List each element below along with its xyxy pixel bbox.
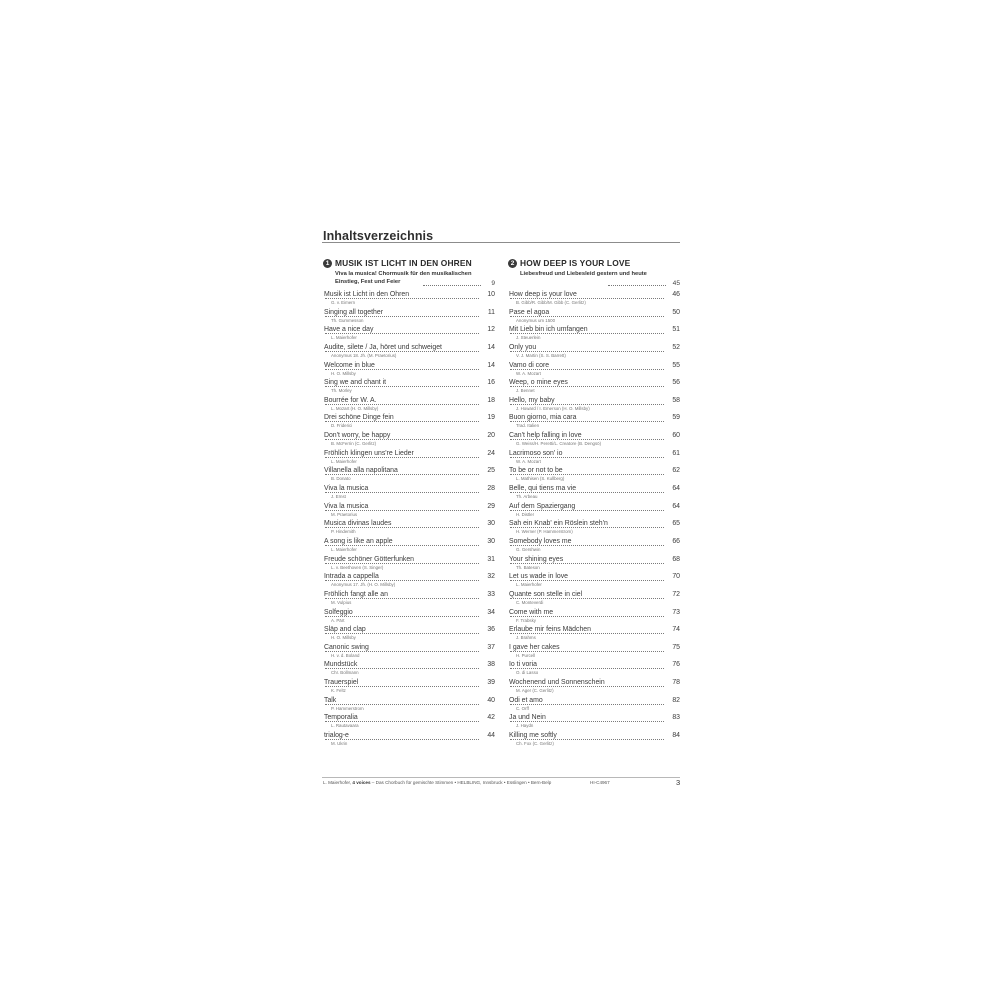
entry-composer: L. Maierhofer [516,582,542,588]
dot-leader [325,492,479,493]
dot-leader [510,333,664,334]
dot-leader [510,474,664,475]
entry-title: Buon giorno, mia cara [509,414,577,422]
entry-composer: L. Mathisen (S. Kullberg) [516,476,565,482]
entry-page-number: 56 [672,379,680,387]
entry-page-number: 19 [487,414,495,422]
dot-leader [510,721,664,722]
toc-entry [323,731,495,749]
entry-title: Hello, my baby [509,396,555,404]
entry-title: Trauerspiel [324,679,359,687]
entry-page-number: 73 [672,608,680,616]
section-heading [323,258,495,270]
entry-page-number: 10 [487,291,495,298]
entry-title: Mundstück [324,661,358,669]
entry-title: Musica divinas laudes [324,520,392,528]
entry-composer: L. Maierhofer [331,458,357,464]
entry-composer: W. A. Mozart [516,370,541,376]
entry-composer: J. Brahms [516,635,536,641]
toc-column-right [508,258,680,749]
dot-leader [510,563,664,564]
entry-title: Io ti voria [509,661,537,669]
toc-entry [323,713,495,731]
toc-entry [323,466,495,484]
dot-leader [325,351,479,352]
toc-entry [508,502,680,520]
entry-page-number: 44 [487,732,495,740]
entry-title: Pase el agoa [509,308,550,316]
entry-page-number: 82 [672,696,680,704]
toc-entry [508,555,680,573]
footer-author: L. Maierhofer, [323,780,352,785]
toc-title: Inhaltsverzeichnis [323,229,434,243]
dot-leader [325,739,479,740]
entry-composer: B. McFerrin (C. Gerlitz) [331,441,377,447]
entry-page-number: 29 [487,502,495,510]
dot-leader [510,457,664,458]
entry-composer: P. Hammerstrom [331,705,364,711]
entry-title: Drei schöne Dinge fein [324,414,394,422]
dot-leader [510,633,664,634]
dot-leader [325,527,479,528]
dot-leader [510,704,664,705]
entry-title: Talk [324,696,337,704]
entry-composer: M. Praetorius [331,511,358,517]
entry-page-number: 42 [487,714,495,722]
section-subtitle-page: 45 [672,280,680,287]
entry-title: Singing all together [324,308,383,316]
toc-entry [323,396,495,414]
toc-entry [508,519,680,537]
entry-page-number: 62 [672,467,680,475]
dot-leader [325,421,479,422]
entry-page-number: 31 [487,555,495,563]
toc-entry [508,696,680,714]
toc-entry [323,308,495,326]
toc-entry [508,413,680,431]
entry-page-number: 25 [487,467,495,475]
dot-leader [325,457,479,458]
entry-page-number: 84 [672,732,680,740]
section-title: HOW DEEP IS YOUR LOVE [520,258,631,268]
toc-entry [508,731,680,749]
dot-leader [325,439,479,440]
toc-entry [323,572,495,590]
entry-page-number: 74 [672,626,680,634]
dot-leader [325,404,479,405]
toc-entry [323,608,495,626]
toc-entry [323,590,495,608]
entry-composer: J. Bennet [516,388,535,394]
entry-composer: M. Vulpius [331,599,352,605]
toc-entry [323,484,495,502]
entry-composer: M. Ager (C. Gerlitz) [516,688,554,694]
entry-page-number: 55 [672,361,680,369]
dot-leader [325,333,479,334]
entry-list [508,290,680,749]
entry-page-number: 36 [487,626,495,634]
toc-entry [508,537,680,555]
entry-page-number: 83 [672,714,680,722]
entry-title: Don't worry, be happy [324,432,391,440]
entry-title: Canonic swing [324,643,369,651]
entry-title: Lacrimoso son' io [509,449,563,457]
toc-entry [508,378,680,396]
toc-entry [508,449,680,467]
entry-page-number: 75 [672,643,680,651]
toc-entry [508,308,680,326]
title-rule [322,242,680,243]
dot-leader [510,668,664,669]
dot-leader [510,439,664,440]
entry-page-number: 59 [672,414,680,422]
entry-title: Musik ist Licht in den Ohren [324,291,410,298]
toc-entry [323,378,495,396]
entry-composer: G. v. Eimern [331,300,356,305]
entry-page-number: 20 [487,432,495,440]
entry-page-number: 24 [487,449,495,457]
dot-leader [325,704,479,705]
dot-leader [325,316,479,317]
entry-page-number: 34 [487,608,495,616]
entry-title: Ja und Nein [509,714,546,722]
section-subtitle-text: Liebesfreud und Liebesleid gestern und heute [520,271,647,277]
dot-leader [325,721,479,722]
entry-page-number: 64 [672,502,680,510]
toc-entry [323,431,495,449]
entry-page-number: 76 [672,661,680,669]
entry-title: Mit Lieb bin ich umfangen [509,326,588,334]
entry-page-number: 65 [672,520,680,528]
entry-page-number: 64 [672,485,680,493]
entry-composer: H. Distler [516,511,535,517]
toc-entry [323,519,495,537]
entry-composer: J. Howard / I. Emerson (H. O. Millsby) [516,405,590,411]
entry-title: I gave her cakes [509,643,560,651]
dot-leader [510,686,664,687]
entry-composer: Anonymus um 1500 [516,317,556,323]
toc-entry [323,413,495,431]
entry-composer: F. Trabsky [516,617,537,623]
dot-leader [510,351,664,352]
entry-page-number: 58 [672,396,680,404]
dot-leader [510,616,664,617]
entry-composer: L. Rautavaara [331,723,359,729]
entry-page-number: 60 [672,432,680,440]
entry-composer: K. Feltz [331,688,346,694]
dot-leader [325,474,479,475]
toc-entry [508,590,680,608]
entry-title: Sah ein Knab' ein Röslein steh'n [509,520,608,528]
entry-page-number: 30 [487,537,495,545]
dot-leader [325,580,479,581]
entry-title: Your shining eyes [509,555,564,563]
entry-composer: H. Werner (P. Hammerstrom) [516,529,573,535]
toc-entry [323,290,495,308]
entry-composer: Th. Gummesson [331,317,364,323]
entry-composer: V. J. Martin (S. S. Barrett) [516,352,566,358]
entry-title: Let us wade in love [509,573,568,581]
entry-composer: P. Hindemith [331,529,356,535]
entry-composer: D. Friderici [331,423,353,429]
entry-page-number: 14 [487,343,495,351]
entry-composer: O. di Lasso [516,670,539,676]
dot-leader [325,369,479,370]
entry-page-number: 38 [487,661,495,669]
entry-composer: J. Ernst [331,494,346,500]
entry-page-number: 52 [672,343,680,351]
toc-entry [323,660,495,678]
entry-composer: L. Mozart (H. O. Millsby) [331,405,379,411]
entry-title: Odi et amo [509,696,543,704]
dot-leader [325,668,479,669]
dot-leader [510,404,664,405]
entry-composer: W. A. Mozart [516,458,541,464]
dot-leader [510,739,664,740]
entry-composer: G. Gershwin [516,546,541,552]
entry-title: Sing we and chant it [324,379,387,387]
entry-page-number: 72 [672,590,680,598]
toc-entry [323,643,495,661]
section-heading [508,258,680,270]
entry-title: trialog-e [324,732,349,740]
section-title: MUSIK IST LICHT IN DEN OHREN [335,258,472,268]
dot-leader [510,421,664,422]
entry-page-number: 16 [487,379,495,387]
entry-page-number: 32 [487,573,495,581]
entry-title: Belle, qui tiens ma vie [509,485,577,493]
entry-title: How deep is your love [509,291,577,298]
section-subtitle [323,270,495,290]
entry-composer: J. Steuerlein [516,335,541,341]
dot-leader [325,298,479,299]
toc-entry [508,343,680,361]
entry-page-number: 12 [487,326,495,334]
entry-page-number: 70 [672,573,680,581]
entry-title: Audite, silete / Ja, höret und schweiget [324,343,442,351]
entry-list [323,290,495,749]
dot-leader [510,298,664,299]
entry-composer: L. Maierhofer [331,335,357,341]
entry-title: A song is like an apple [324,537,393,545]
dot-leader [325,545,479,546]
section-number-badge: 1 [323,259,332,268]
entry-page-number: 18 [487,396,495,404]
entry-title: Viva la musica [324,485,369,493]
toc-entry [508,625,680,643]
toc-entry [323,696,495,714]
entry-title: Quante son stelle in ciel [509,590,583,598]
entry-composer: Chr. Bollmann [331,670,359,676]
dot-leader [608,285,666,286]
entry-title: Släp and clap [324,626,366,634]
dot-leader [325,563,479,564]
entry-title: To be or not to be [509,467,563,475]
entry-title: Bourrée for W. A. [324,396,377,404]
dot-leader [423,285,481,286]
toc-entry [508,608,680,626]
entry-composer: L. v. Beethoven (S. Singer) [331,564,384,570]
entry-composer: Th. Bateson [516,564,540,570]
toc-entry [508,431,680,449]
footer-credit [323,780,551,785]
toc-entry [508,678,680,696]
entry-composer: Th. Morley [331,388,352,394]
dot-leader [325,686,479,687]
page-number: 3 [676,778,681,787]
entry-title: Welcome in blue [324,361,375,369]
entry-composer: L. Maierhofer [331,546,357,552]
entry-title: Only you [509,343,537,351]
entry-title: Temporalia [324,714,358,722]
entry-page-number: 46 [672,291,680,298]
toc-entry [323,678,495,696]
toc-entry [323,625,495,643]
entry-title: Wochenend und Sonnenschein [509,679,605,687]
entry-title: Viva la musica [324,502,369,510]
entry-page-number: 11 [487,308,495,316]
section-subtitle-page: 9 [491,280,495,287]
entry-composer: Th. Arbeau [516,494,538,500]
entry-page-number: 51 [672,326,680,334]
dot-leader [325,633,479,634]
footer-rule [322,777,680,778]
entry-title: Killing me softly [509,732,557,740]
entry-page-number: 30 [487,520,495,528]
section-number-badge: 2 [508,259,517,268]
entry-composer: C. Orff [516,705,529,711]
entry-title: Intrada a cappella [324,573,379,581]
entry-title: Somebody loves me [509,537,572,545]
entry-composer: C. Monteverdi [516,599,544,605]
toc-column-left [323,258,495,749]
toc-entry [508,290,680,308]
toc-entry [323,449,495,467]
entry-page-number: 40 [487,696,495,704]
dot-leader [325,386,479,387]
toc-entry [323,537,495,555]
entry-composer: B. Gibb/R. Gibb/M. Gibb (C. Gerlitz) [516,300,586,305]
entry-title: Fröhlich fangt alle an [324,590,388,598]
entry-composer: J. Haydn [516,723,534,729]
entry-composer: Anonymus 18. Jh. (M. Praetorius) [331,352,397,358]
toc-entry [323,343,495,361]
entry-page-number: 61 [672,449,680,457]
toc-entry [508,466,680,484]
entry-title: Can't help falling in love [509,432,582,440]
entry-composer: H. Purcell [516,652,536,658]
entry-title: Weep, o mine eyes [509,379,568,387]
entry-page-number: 33 [487,590,495,598]
entry-title: Villanella alla napolitana [324,467,398,475]
entry-page-number: 28 [487,485,495,493]
entry-composer: A. Pärt [331,617,345,623]
entry-composer: Trad. Italien [516,423,540,429]
entry-page-number: 14 [487,361,495,369]
toc-entry [508,361,680,379]
entry-page-number: 50 [672,308,680,316]
entry-page-number: 66 [672,537,680,545]
entry-composer: H. O. Millsby [331,370,356,376]
toc-entry [323,555,495,573]
section-subtitle [508,270,680,290]
dot-leader [325,598,479,599]
dot-leader [325,651,479,652]
entry-title: Come with me [509,608,554,616]
entry-title: Have a nice day [324,326,374,334]
entry-composer: H. v. d. Boland [331,652,360,658]
toc-entry [508,660,680,678]
entry-composer: G. Weiss/H. Peretti/L. Creatore (B. Dengsö) [516,441,602,447]
toc-entry [508,325,680,343]
dot-leader [510,369,664,370]
dot-leader [510,651,664,652]
toc-entry [508,484,680,502]
dot-leader [510,386,664,387]
dot-leader [510,545,664,546]
entry-title: Auf dem Spaziergang [509,502,576,510]
dot-leader [325,510,479,511]
entry-composer: Ch. Fox (C. Gerlitz) [516,741,554,747]
footer-book-title: 4 voices [352,780,371,785]
entry-composer: H. O. Millsby [331,635,356,641]
dot-leader [510,492,664,493]
section-subtitle-text: Viva la musica! Chormusik für den musikalischen Einstieg, Fest und Feier [335,271,472,285]
entry-title: Vamo di core [509,361,550,369]
footer-catalog-code: HI-C4967 [590,780,610,785]
entry-composer: M. Ukrin [331,741,348,747]
toc-entry [508,643,680,661]
dot-leader [510,316,664,317]
entry-composer: B. Donato [331,476,351,482]
dot-leader [510,598,664,599]
toc-entry [508,572,680,590]
toc-entry [508,713,680,731]
entry-page-number: 68 [672,555,680,563]
dot-leader [510,510,664,511]
entry-title: Freude schöner Götterfunken [324,555,415,563]
entry-title: Fröhlich klingen uns're Lieder [324,449,414,457]
toc-entry [508,396,680,414]
entry-composer: Anonymus 17. Jh. (H. O. Millsby) [331,582,396,588]
entry-title: Solfeggio [324,608,353,616]
entry-page-number: 78 [672,679,680,687]
entry-page-number: 37 [487,643,495,651]
toc-entry [323,361,495,379]
dot-leader [325,616,479,617]
dot-leader [510,580,664,581]
toc-entry [323,325,495,343]
toc-entry [323,502,495,520]
entry-title: Erlaube mir feins Mädchen [509,626,591,634]
footer-description: – Das Chorbuch für gemischte Stimmen • HELBLING, Innsbruck • Esslingen • Bern-Belp [370,780,552,785]
dot-leader [510,527,664,528]
entry-page-number: 39 [487,679,495,687]
